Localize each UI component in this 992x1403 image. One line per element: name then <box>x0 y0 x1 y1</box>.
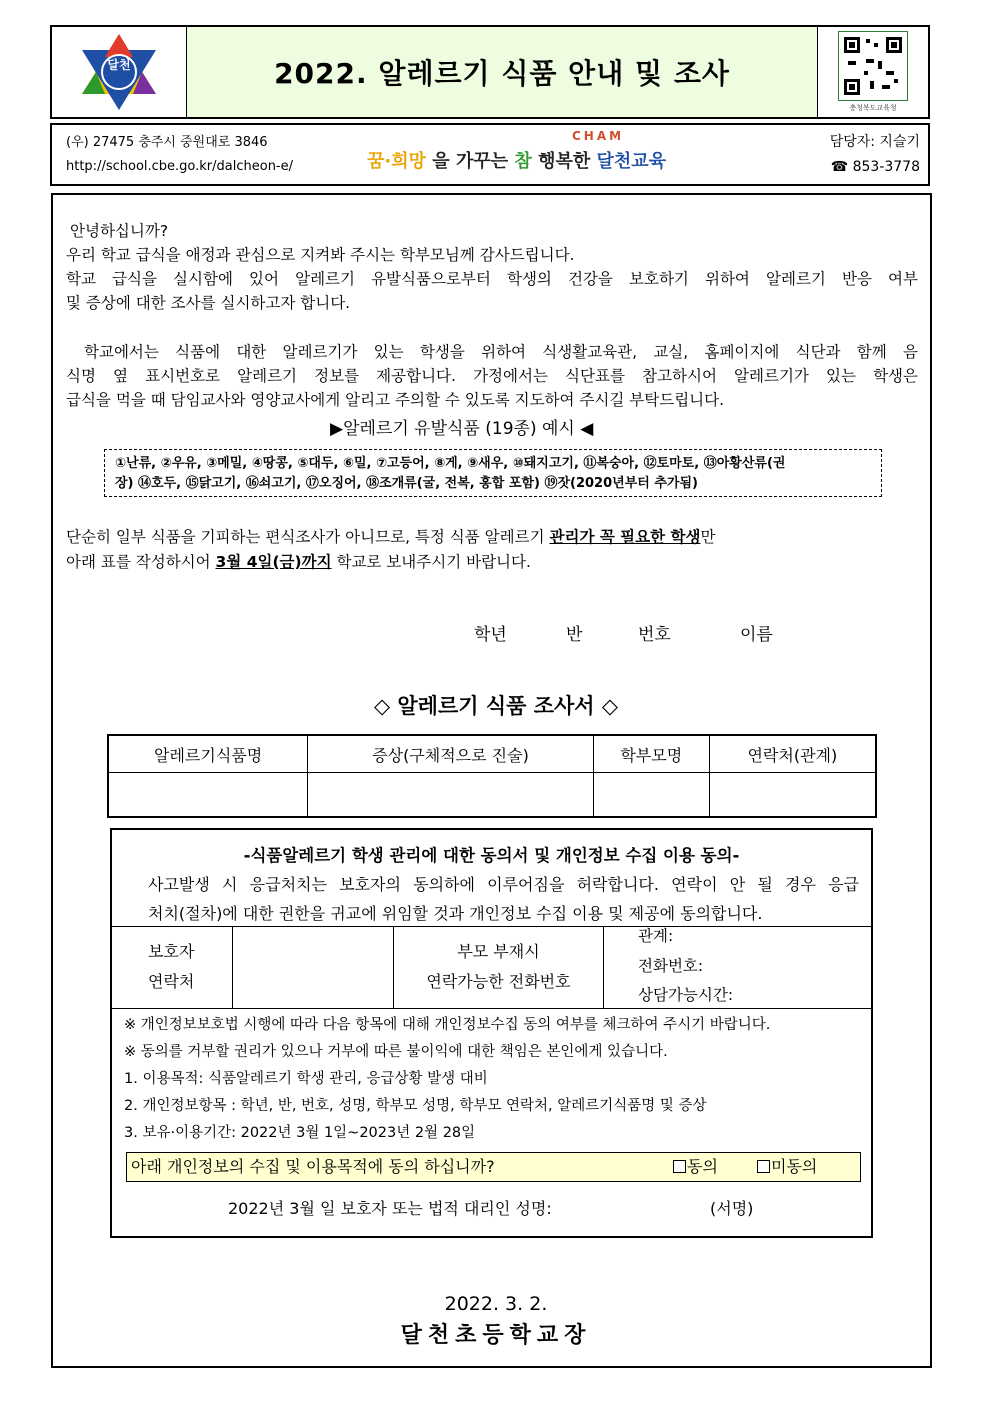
request-line-2 <box>66 550 531 574</box>
office-qr-badge <box>818 27 928 117</box>
allergen-list <box>104 449 882 497</box>
slogan-cham: CHAM <box>572 129 625 143</box>
request-text-2-end: 학교로 보내주시기 바랍니다. <box>331 553 531 571</box>
guardian-label-cell <box>112 927 233 1008</box>
request-emphasis: 관리가 꼭 필요한 학생 <box>549 528 701 546</box>
signature-text: 2022년 3월 일 보호자 또는 법적 대리인 성명: <box>228 1199 552 1218</box>
privacy-note-2: ※ 동의를 거부할 권리가 있으나 거부에 따른 불이익에 대한 책임은 본인에게 있습니다. <box>124 1044 668 1060</box>
greeting: 안녕하십니까? <box>70 222 169 240</box>
privacy-item-1: 1. 이용목적: 식품알레르기 학생 관리, 응급상황 발생 대비 <box>124 1071 488 1087</box>
agree-checkbox[interactable] <box>673 1160 686 1173</box>
intro-p2-line-3: 급식을 먹을 때 담임교사와 영양교사에게 알리고 주의할 수 있도록 지도하여 주시길 부탁드립니다. <box>66 391 725 409</box>
privacy-agree-row <box>126 1152 861 1182</box>
absent-label-cell <box>394 927 604 1008</box>
slogan-dalcheon: 달천교육 <box>596 151 667 172</box>
survey-header-row <box>108 735 876 773</box>
slogan-cham-word: 참 <box>514 151 532 172</box>
available-time-field[interactable]: 상담가능시간: <box>638 986 734 1004</box>
school-address: (우) 27475 충주시 중원대로 3846 <box>66 135 268 150</box>
school-url[interactable]: http://school.cbe.go.kr/dalcheon-e/ <box>66 159 294 174</box>
privacy-item-2: 2. 개인정보항목 : 학년, 반, 번호, 성명, 학부모 성명, 학부모 연락처, 알레르기식품명 및 증상 <box>124 1098 707 1114</box>
parent-name-input[interactable] <box>593 773 709 818</box>
intro-p2-line-2: 식명 옆 표시번호로 알레르기 정보를 제공합니다. 가정에서는 식단표를 참고하시어 알레르기가 있는 학생은 <box>66 367 918 385</box>
disagree-checkbox[interactable] <box>757 1160 770 1173</box>
agree-label: 동의 <box>687 1157 718 1176</box>
slogan-dream-hope: 꿈·희망 <box>367 151 427 172</box>
col-parent-name: 학부모명 <box>593 735 709 773</box>
privacy-notes <box>124 1012 770 1147</box>
contact-input[interactable] <box>709 773 876 818</box>
survey-title: ◇ 알레르기 식품 조사서 ◇ <box>373 694 619 718</box>
number-label[interactable]: 번호 <box>638 625 671 645</box>
manager-name: 담당자: 지슬기 <box>829 134 920 150</box>
grade-label[interactable]: 학년 <box>474 625 507 645</box>
qr-code-icon <box>838 31 908 101</box>
request-line-1 <box>66 525 715 549</box>
col-contact: 연락처(관계) <box>709 735 876 773</box>
allergen-food-input[interactable] <box>108 773 308 818</box>
col-allergen-food: 알레르기식품명 <box>108 735 308 773</box>
agree-option[interactable] <box>673 1153 718 1181</box>
slogan-nurture: 을 가꾸는 <box>432 151 509 172</box>
guardian-label-2: 연락처 <box>148 972 195 991</box>
school-info-bar <box>50 123 930 186</box>
disagree-label: 미동의 <box>771 1157 818 1176</box>
intro-p2-line-1: 학교에서는 식품에 대한 알레르기가 있는 학생을 위하여 식생활교육관, 교실, 홈페이지에 식단과 함께 음 <box>84 343 918 361</box>
consent-box <box>110 828 873 1238</box>
slogan <box>367 147 666 173</box>
relation-field[interactable]: 관계: <box>638 927 674 945</box>
request-text-end: 만 <box>700 528 716 546</box>
allergen-line-2: 장) ⑭호두, ⑮닭고기, ⑯쇠고기, ⑰오징어, ⑱조개류(굴, 전복, 홍합 포함) ⑲잣(2020년부터 추가됨) <box>115 476 698 491</box>
allergen-list-title: ▶알레르기 유발식품 (19종) 예시 ◀ <box>330 419 594 439</box>
consent-title: -식품알레르기 학생 관리에 대한 동의서 및 개인정보 수집 이용 동의- <box>243 846 740 865</box>
due-date: 3월 4일(금)까지 <box>215 553 332 571</box>
contact-phone: ☎ 853-3778 <box>830 159 920 175</box>
disagree-option[interactable] <box>757 1153 817 1181</box>
intro-line-1: 우리 학교 급식을 애정과 관심으로 지켜봐 주시는 학부모님께 감사드립니다. <box>66 246 575 264</box>
absent-label-1: 부모 부재시 <box>457 942 540 961</box>
signature-mark[interactable]: (서명) <box>710 1199 754 1218</box>
intro-line-2: 학교 급식을 실시함에 있어 알레르기 유발식품으로부터 학생의 건강을 보호하기 위하여 알레르기 반응 여부 <box>66 270 918 288</box>
page-title: 2022. 알레르기 식품 안내 및 조사 <box>187 27 818 117</box>
office-caption: 충청북도교육청 <box>849 104 897 112</box>
survey-table <box>107 734 877 818</box>
request-text-2: 아래 표를 작성하시어 <box>66 553 216 571</box>
star-logo-icon <box>73 32 165 112</box>
guardian-label-1: 보호자 <box>148 942 195 961</box>
privacy-note-1: ※ 개인정보보호법 시행에 따라 다음 항목에 대해 개인정보수집 동의 여부를 체크하여 주시기 바랍니다. <box>124 1017 771 1033</box>
phone-field[interactable]: 전화번호: <box>638 957 704 975</box>
symptom-input[interactable] <box>308 773 594 818</box>
consent-body-line-2: 처치(절차)에 대한 권한을 귀교에 위임할 것과 개인정보 수집 이용 및 제공에 동의합니다. <box>148 904 763 923</box>
school-logo <box>52 27 187 117</box>
logo-text: 달천 <box>107 58 131 72</box>
privacy-item-3: 3. 보유·이용기간: 2022년 3월 1일~2023년 2월 28일 <box>124 1125 476 1141</box>
request-text: 단순히 일부 식품을 기피하는 편식조사가 아니므로, 특정 식품 알레르기 <box>66 528 550 546</box>
survey-input-row <box>108 773 876 818</box>
principal-signature: 달천초등학교장 <box>400 1323 592 1348</box>
guardian-contact-row <box>112 926 871 1009</box>
allergen-line-1: ①난류, ②우유, ③메밀, ④땅콩, ⑤대두, ⑥밀, ⑦고등어, ⑧게, ⑨새우, ⑩돼지고기, ⑪복숭아, ⑫토마토, ⑬아황산류(권 <box>115 456 786 471</box>
consent-body-line-1: 사고발생 시 응급처치는 보호자의 동의하에 이루어짐을 허락합니다. 연락이 안 될 경우 응급 <box>148 875 859 894</box>
guardian-phone-input[interactable] <box>233 927 394 1008</box>
slogan-happy: 행복한 <box>538 151 591 172</box>
issue-date: 2022. 3. 2. <box>444 1293 548 1315</box>
col-symptom: 증상(구체적으로 진술) <box>308 735 594 773</box>
name-label[interactable]: 이름 <box>740 625 773 645</box>
absent-label-2: 연락가능한 전화번호 <box>426 972 571 991</box>
class-label[interactable]: 반 <box>566 625 583 645</box>
agree-question: 아래 개인정보의 수집 및 이용목적에 동의 하십니까? <box>131 1157 495 1176</box>
signature-line <box>228 1196 754 1219</box>
absent-contact-input[interactable] <box>604 927 871 1008</box>
header-box <box>50 25 930 119</box>
intro-line-3: 및 증상에 대한 조사를 실시하고자 합니다. <box>66 294 351 312</box>
